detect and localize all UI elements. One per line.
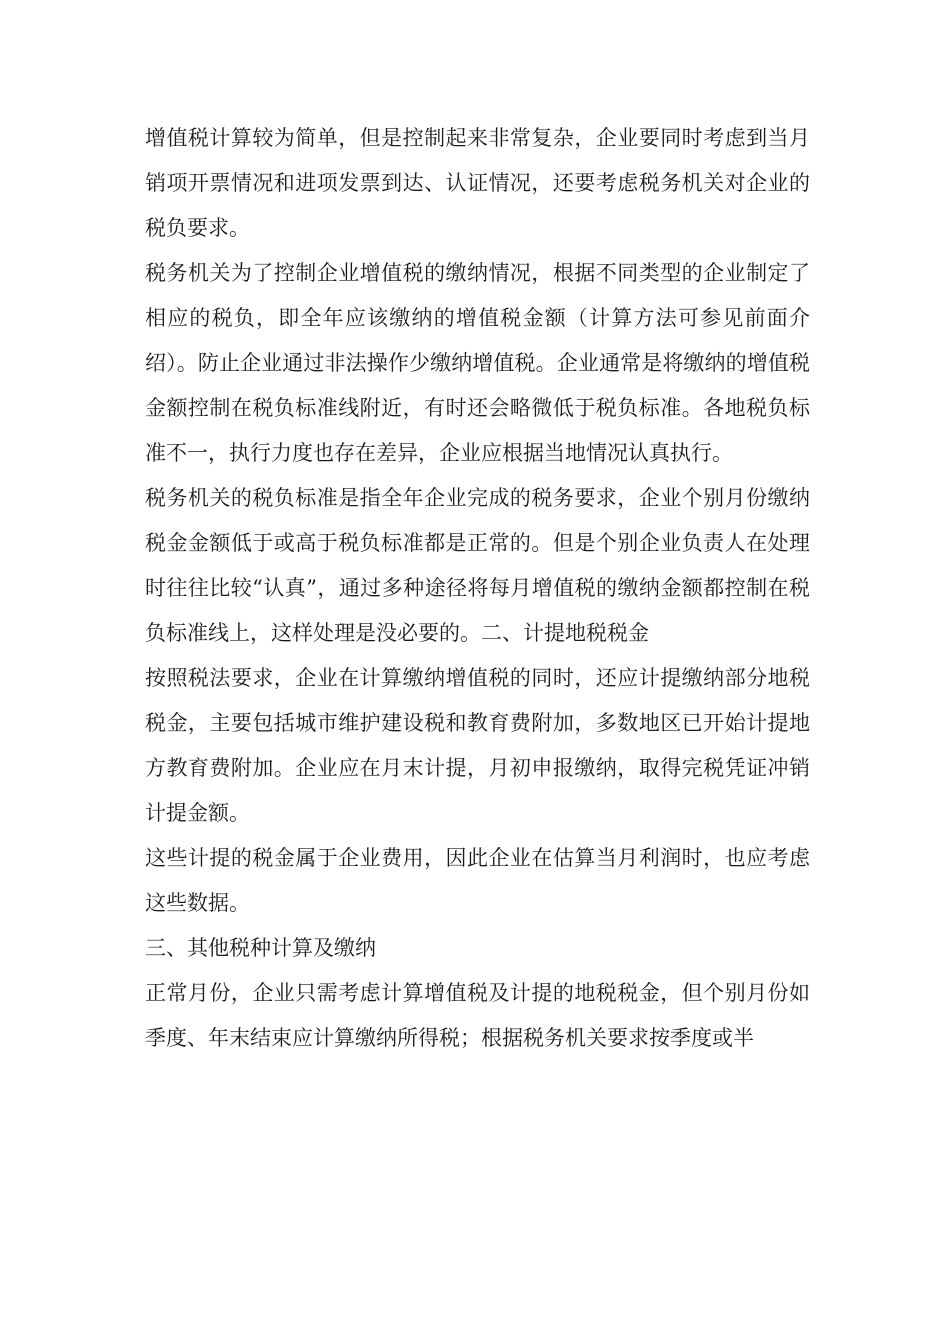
document-body	[145, 116, 810, 1061]
section-heading-other-taxes: 三、其他税种计算及缴纳	[145, 936, 376, 960]
paragraph-tax-standard: 税务机关的税负标准是指全年企业完成的税务要求，企业个别月份缴纳税金金额低于或高于税负标准都是正常的。但是个别企业负责人在处理时往往比较“认真”，通过多种途径将每月增值税的缴纳金额都控制在税负标准线上，这样处理是没必要的。二、计提地税税金	[145, 486, 810, 645]
paragraph-tax-burden: 税务机关为了控制企业增值税的缴纳情况，根据不同类型的企业制定了相应的税负，即全年应该缴纳的增值税金额（计算方法可参见前面介绍）。防止企业通过非法操作少缴纳增值税。企业通常是将缴纳的增值税金额控制在税负标准线附近，有时还会略微低于税负标准。各地税负标准不一，执行力度也存在差异，企业应根据当地情况认真执行。	[145, 261, 810, 465]
paragraph-local-tax: 按照税法要求，企业在计算缴纳增值税的同时，还应计提缴纳部分地税税金，主要包括城市维护建设税和教育费附加，多数地区已开始计提地方教育费附加。企业应在月末计提，月初申报缴纳，取得完税凭证冲销计提金额。	[145, 666, 810, 825]
paragraph-other-taxes: 正常月份，企业只需考虑计算增值税及计提的地税税金，但个别月份如季度、年末结束应计算缴纳所得税；根据税务机关要求按季度或半	[145, 981, 810, 1050]
paragraph-vat-control: 增值税计算较为简单，但是控制起来非常复杂，企业要同时考虑到当月销项开票情况和进项发票到达、认证情况，还要考虑税务机关对企业的税负要求。	[145, 126, 810, 240]
paragraph-tax-expense: 这些计提的税金属于企业费用，因此企业在估算当月利润时，也应考虑这些数据。	[145, 846, 810, 915]
